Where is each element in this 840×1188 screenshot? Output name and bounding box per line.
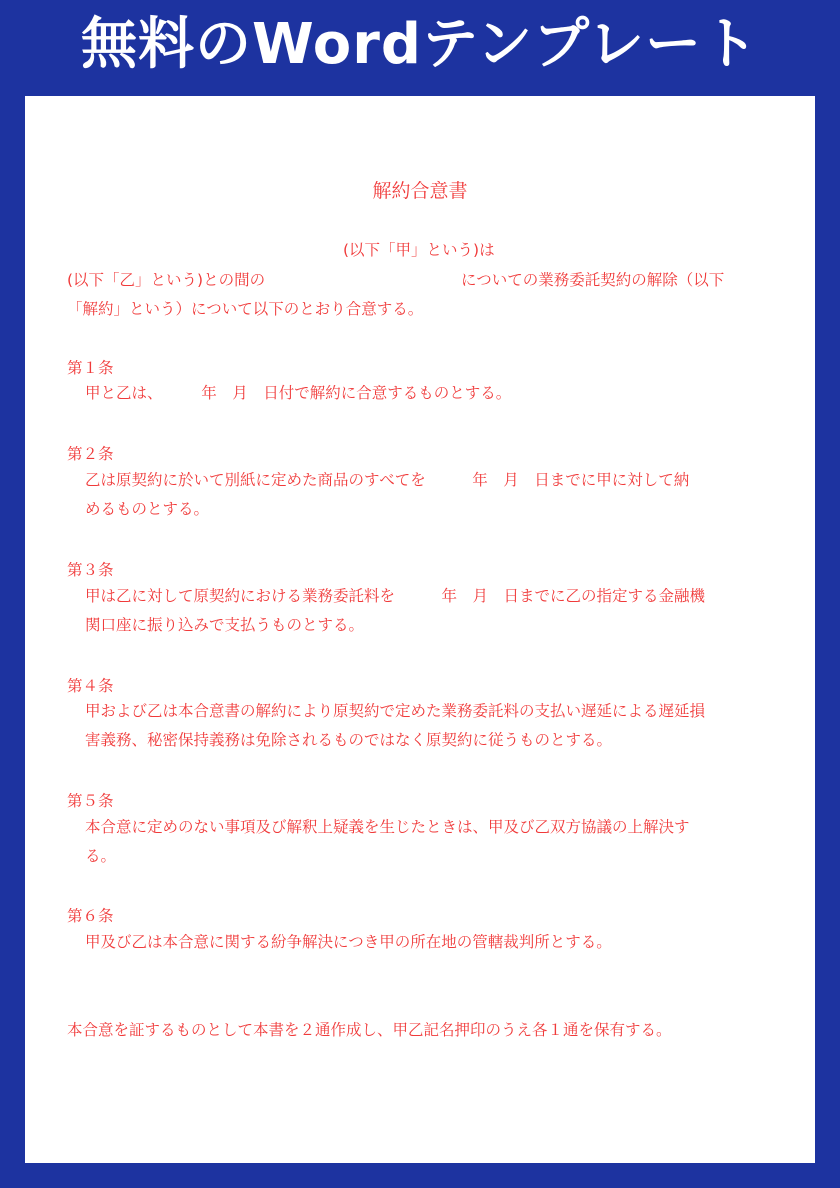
article-5-line-1: 本合意に定めのない事項及び解釈上疑義を生じたときは、甲及び乙双方協議の上解決す xyxy=(85,818,690,836)
document-page xyxy=(25,96,815,1163)
article-1-text xyxy=(85,379,785,408)
article-5-text xyxy=(85,813,785,871)
article-6-line-1: 甲及び乙は本合意に関する紛争解決につき甲の所在地の管轄裁判所とする。 xyxy=(85,933,612,951)
intro-line-1: (以下「甲」という)は xyxy=(343,241,495,259)
article-4-heading: 第４条 xyxy=(67,677,114,695)
article-4-line-1: 甲および乙は本合意書の解約により原契約で定めた業務委託料の支払い遅延による遅延損 xyxy=(85,702,706,720)
article-2-heading: 第２条 xyxy=(67,445,114,463)
article-3-line-1: 甲は乙に対して原契約における業務委託料を 年 月 日までに乙の指定する金融機 xyxy=(85,587,706,605)
article-3-text xyxy=(85,582,785,640)
article-1-line-1: 甲と乙は、 年 月 日付で解約に合意するものとする。 xyxy=(85,384,512,402)
article-2-line-1: 乙は原契約に於いて別紙に定めた商品のすべてを 年 月 日までに甲に対して納 xyxy=(85,471,690,489)
article-2-line-2: めるものとする。 xyxy=(85,500,210,518)
article-6-text xyxy=(85,928,785,957)
article-6-heading: 第６条 xyxy=(67,907,114,925)
banner xyxy=(0,0,840,96)
intro-line-2b: についての業務委託契約の解除（以下 xyxy=(461,271,725,289)
article-3-line-2: 関口座に振り込みで支払うものとする。 xyxy=(85,616,365,634)
article-5-heading: 第５条 xyxy=(67,792,114,810)
banner-title: 無料のWordテンプレート xyxy=(81,12,759,77)
article-1-heading: 第１条 xyxy=(67,359,114,377)
article-3-heading: 第３条 xyxy=(67,561,114,579)
article-4-text xyxy=(85,697,785,755)
intro-line-2a: (以下「乙」という)との間の xyxy=(67,271,266,289)
article-2-text xyxy=(85,466,785,524)
document-title: 解約合意書 xyxy=(372,180,468,202)
closing-statement: 本合意を証するものとして本書を２通作成し、甲乙記名押印のうえ各１通を保有する。 xyxy=(67,1021,672,1039)
article-4-line-2: 害義務、秘密保持義務は免除されるものではなく原契約に従うものとする。 xyxy=(85,731,613,749)
intro-line-3: 「解約」という）について以下のとおり合意する。 xyxy=(67,300,424,318)
article-5-line-2: る。 xyxy=(85,847,117,865)
document-body xyxy=(25,96,815,1163)
